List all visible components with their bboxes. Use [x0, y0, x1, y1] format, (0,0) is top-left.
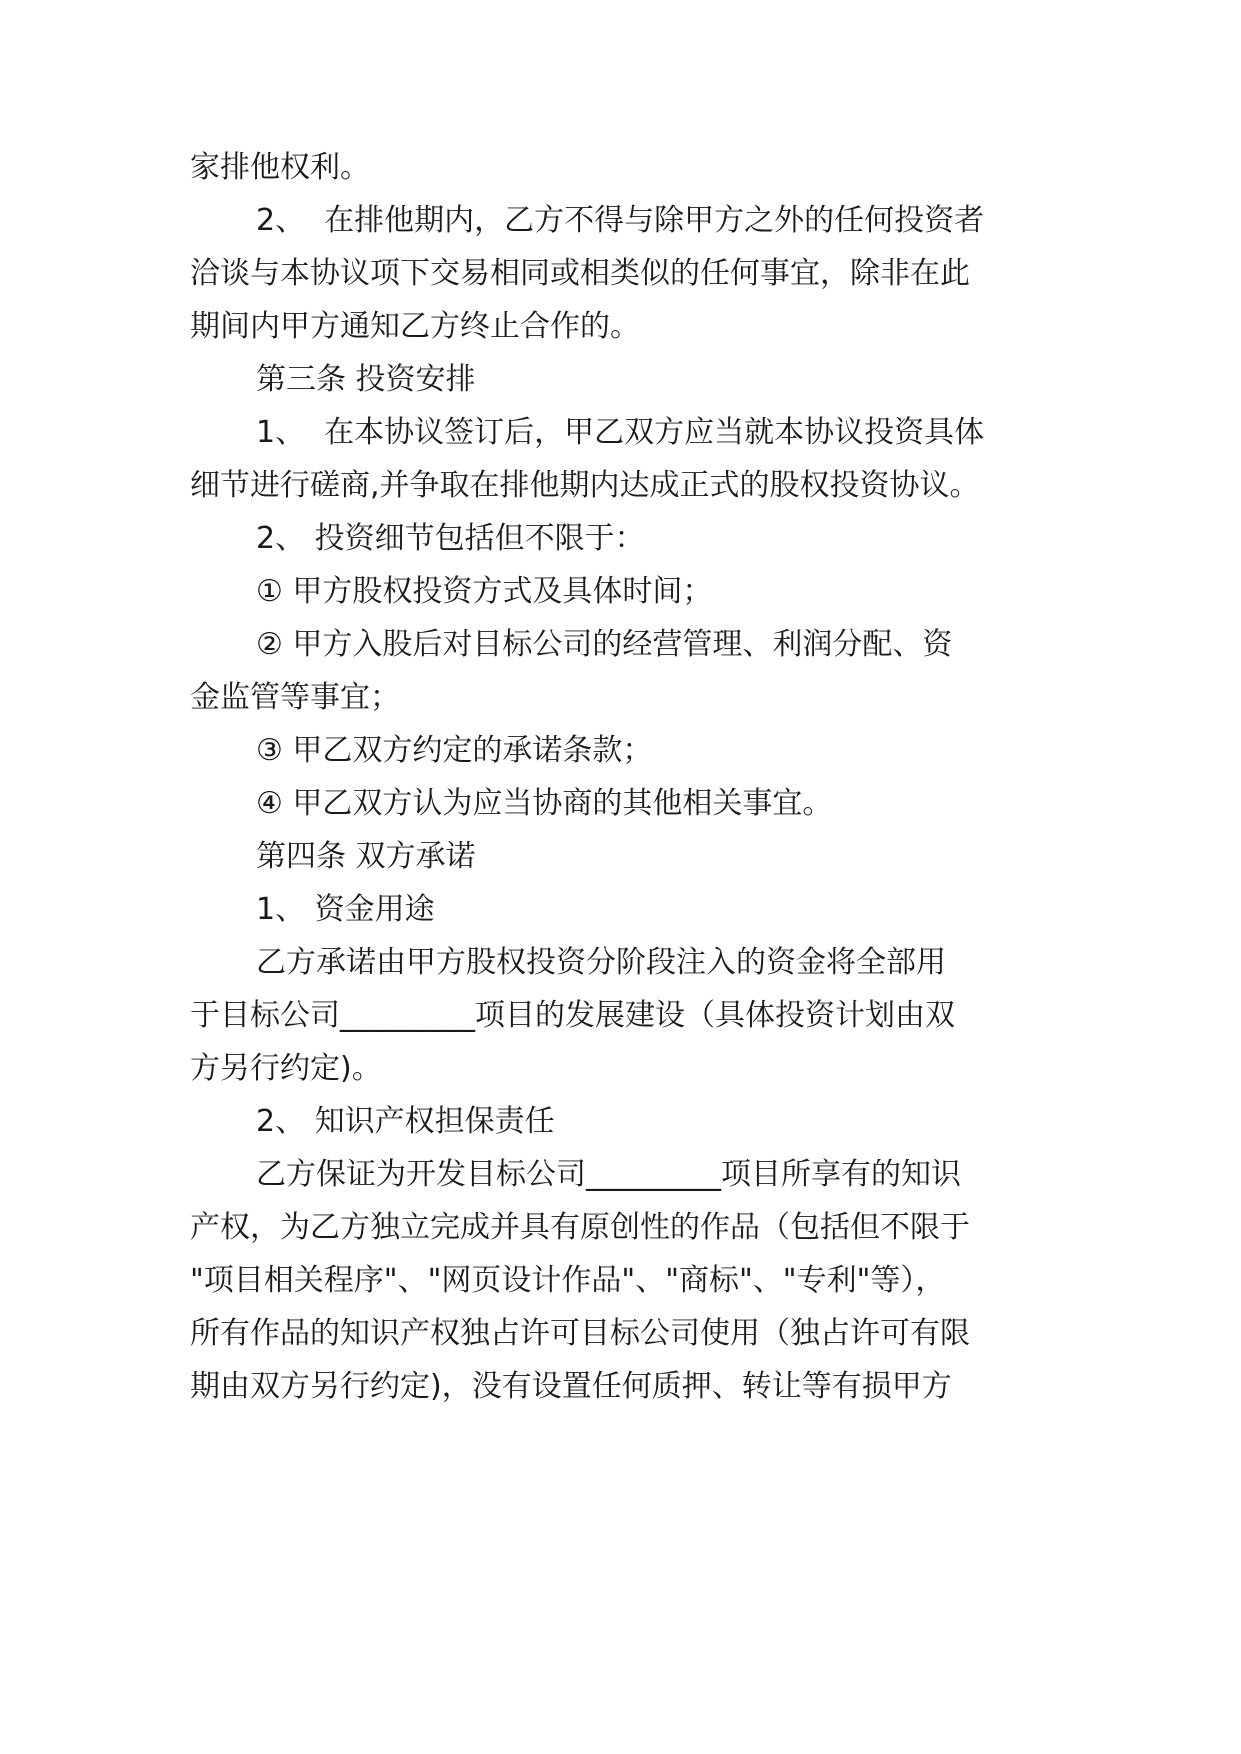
text-line-7: 细节进行磋商,并争取在排他期内达成正式的股权投资协议。 — [190, 468, 980, 503]
subheading-1: 1、 资金用途 — [256, 892, 435, 927]
list-item-3: ③ 甲乙双方约定的承诺条款； — [256, 733, 653, 768]
text-line-22: "项目相关程序"、"网页设计作品"、"商标"、"专利"等）， — [190, 1263, 946, 1298]
section-heading-4: 第四条 双方承诺 — [256, 839, 476, 874]
text-line-6: 1、 在本协议签订后，甲乙双方应当就本协议投资具体 — [256, 415, 985, 450]
text-line-21: 产权，为乙方独立完成并具有原创性的作品（包括但不限于 — [190, 1210, 970, 1245]
text-line-23: 所有作品的知识产权独占许可目标公司使用（独占许可有限 — [190, 1316, 970, 1351]
text-line-18: 方另行约定)。 — [190, 1051, 382, 1086]
text-line-2: 2、 在排他期内，乙方不得与除甲方之外的任何投资者 — [256, 203, 985, 238]
text-line-4: 期间内甲方通知乙方终止合作的。 — [190, 309, 640, 344]
text-line-24: 期由双方另行约定)，没有设置任何质押、转让等有损甲方 — [190, 1369, 952, 1404]
text-line-16: 乙方承诺由甲方股权投资分阶段注入的资金将全部用 — [256, 945, 946, 980]
list-item-4: ④ 甲乙双方认为应当协商的其他相关事宜。 — [256, 786, 833, 821]
text-line-3: 洽谈与本协议项下交易相同或相类似的任何事宜，除非在此 — [190, 256, 970, 291]
text-line-11: 金监管等事宜； — [190, 680, 400, 715]
text-line-20: 乙方保证为开发目标公司_________项目所享有的知识 — [256, 1157, 961, 1192]
subheading-2: 2、 知识产权担保责任 — [256, 1104, 555, 1139]
text-line-8: 2、 投资细节包括但不限于： — [256, 521, 645, 556]
text-line-17: 于目标公司_________项目的发展建设（具体投资计划由双 — [190, 998, 955, 1033]
section-heading-3: 第三条 投资安排 — [256, 362, 476, 397]
list-item-2: ② 甲方入股后对目标公司的经营管理、利润分配、资 — [256, 627, 953, 662]
list-item-1: ① 甲方股权投资方式及具体时间； — [256, 574, 713, 609]
text-line-1: 家排他权利。 — [190, 150, 370, 185]
